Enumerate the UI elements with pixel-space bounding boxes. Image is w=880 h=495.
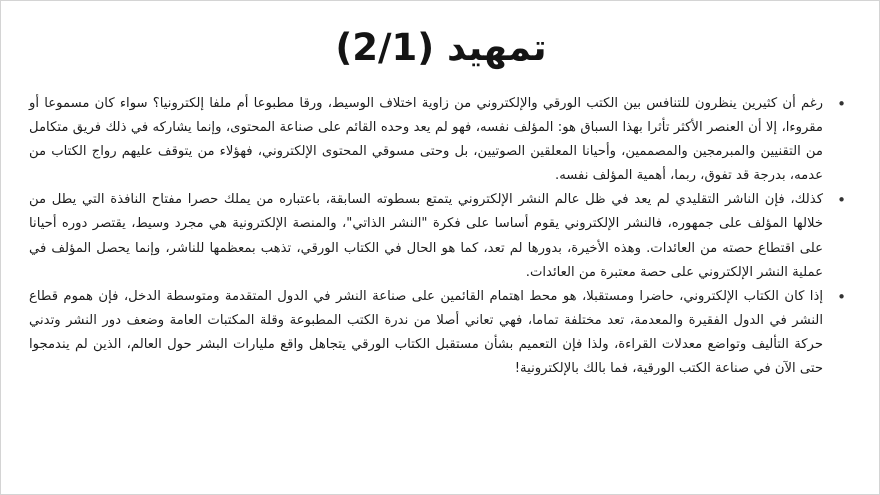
bullet-item: • كذلك، فإن الناشر التقليدي لم يعد في ظل عالم النشر الإلكتروني يتمتع بسطوته السابقة، باعتباره من يملك حصرا مفتاح النافذة التي يطل من خلالها المؤلف على جمهوره، فالنشر الإلكتروني يقوم أساسا على فكرة "النشر الذاتي"، والمنصة الإلكترونية هي مجرد وسيط، يقتصر دوره أحيانا على اقتطاع حصته من العائدات. وهذه الأخيرة، بدورها لم تعد، كما هو الحال في الكتاب الورقي، تذهب بمعظمها للناشر، وإنما يحصل المؤلف في عملية النشر الإلكتروني على حصة معتبرة من العائدات.: [29, 188, 849, 284]
bullet-list: [29, 92, 849, 381]
bullet-item: • إذا كان الكتاب الإلكتروني، حاضرا ومستقبلا، هو محط اهتمام القائمين على صناعة النشر في الدول المتقدمة ومتوسطة الدخل، فإن هموم قطاع النشر في الدول الفقيرة والمعدمة، تعد مختلفة تماما، فهي تعاني أصلا من ندرة الكتب المطبوعة وقلة المكتبات العامة وضعف دور النشر وتدني حركة التأليف وتواضع معدلات القراءة، ولذا فإن التعميم بشأن مستقبل الكتاب الورقي يتجاهل واقع مليارات البشر حول العالم، الذين لم يندمجوا حتى الآن في صناعة الكتب الورقية، فما بالك بالإلكترونية!: [29, 285, 849, 381]
slide-title: تمهيد (2/1): [335, 26, 547, 69]
bullet-item: • رغم أن كثيرين ينظرون للتنافس بين الكتب الورقي والإلكتروني من زاوية اختلاف الوسيط، ورقا مطبوعا أم ملفا إلكترونيا؟ سواء كان مسموعا أو مقروءا، إلا أن العنصر الأكثر تأثرا بهذا السباق هو: المؤلف نفسه، فهو لم يعد وحده القائم على صناعة المحتوى، وإنما يشاركه في ذلك فريق متكامل من التقنيين والمبرمجين والمصممين، وأحيانا المعلقين الصوتيين، بل وحتى مسوقي المحتوى الإلكتروني، فهؤلاء من يتوقف عليهم رواج الكتاب من عدمه، بدرجة قد تفوق، ربما، أهمية المؤلف نفسه.: [29, 92, 849, 188]
